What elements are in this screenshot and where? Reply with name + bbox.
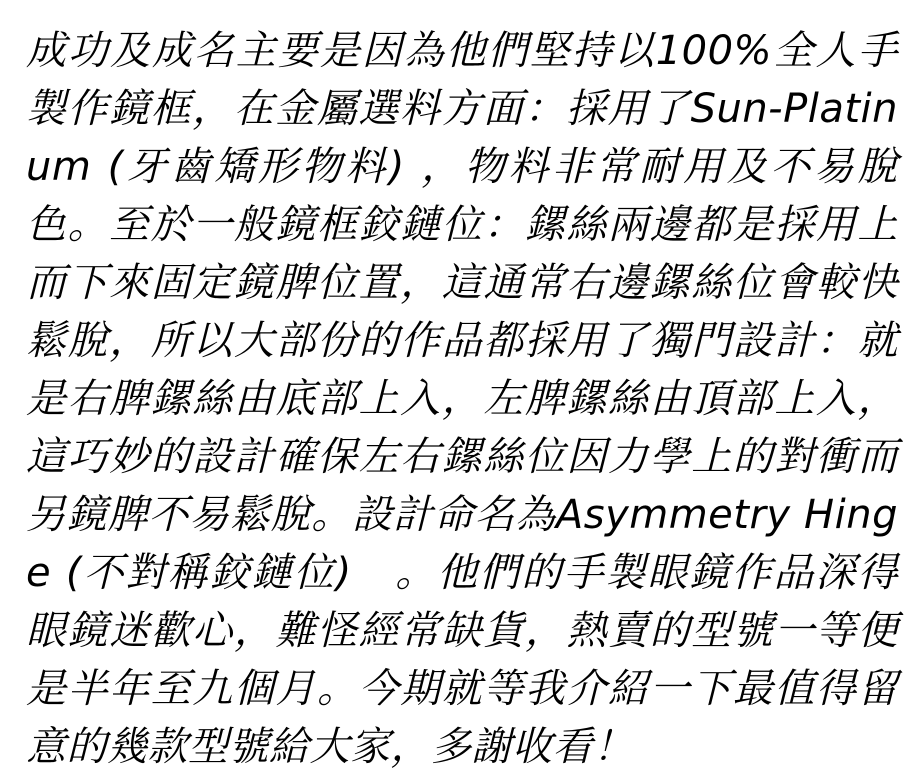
body-paragraph: 成功及成名主要是因為他們堅持以100%全人手製作鏡框，在金屬選料方面：採用了Sun-Platinum (牙齒矯形物料) ，物料非常耐用及不易脫色。至於一般鏡框鉸鏈位：鏍絲兩邊都是採用上而下來固定鏡脾位置，這通常右邊鏍絲位會較快鬆脫，所以大部份的作品都採用了獨門設計：就是右脾鏍絲由底部上入，左脾鏍絲由頂部上入，這巧妙的設計確保左右鏍絲位因力學上的對衝而另鏡脾不易鬆脫。設計命名為Asymmetry Hinge (不對稱鉸鏈位) 。他們的手製眼鏡作品深得眼鏡迷歡心，難怪經常缺貨，熱賣的型號一等便是半年至九個月。今期就等我介紹一下最值得留意的幾款型號給大家，多謝收看！ bbox=[26, 28, 898, 770]
